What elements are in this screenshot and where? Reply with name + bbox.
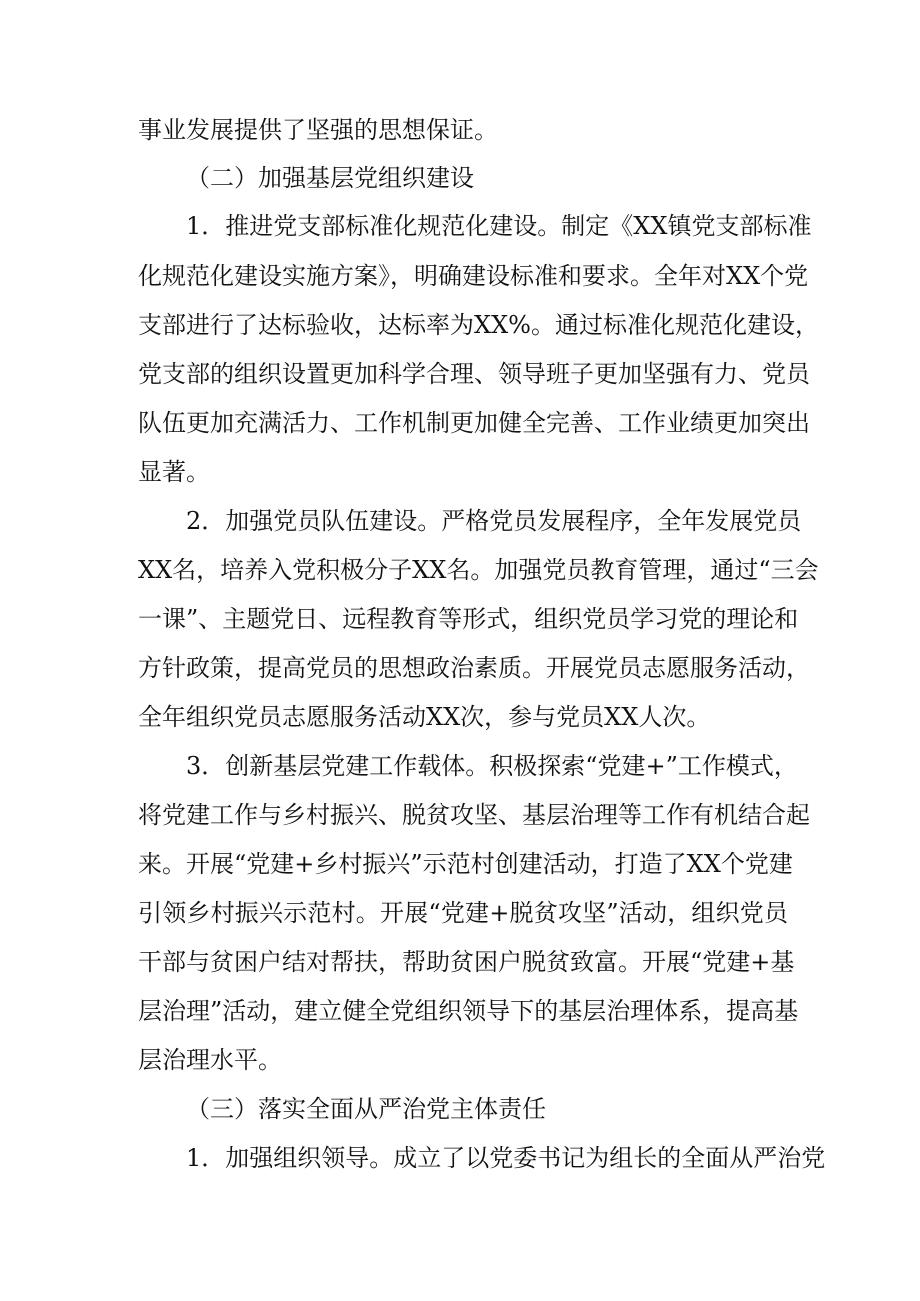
paragraph-line: 2．加强党员队伍建设。严格党员发展程序，全年发展党员 (186, 507, 802, 535)
paragraph-line: 化规范化建设实施方案》，明确建设标准和要求。全年对XX个党 (138, 262, 809, 290)
paragraph-line: 方针政策，提高党员的思想政治素质。开展党员志愿服务活动， (138, 654, 810, 682)
paragraph-line: 支部进行了达标验收，达标率为XX%。通过标准化规范化建设， (138, 311, 819, 339)
paragraph-line: 1．推进党支部标准化规范化建设。制定《XX镇党支部标准 (186, 212, 812, 240)
paragraph-line: 显著。 (138, 458, 210, 486)
paragraph-line: 1．加强组织领导。成立了以党委书记为组长的全面从严治党 (186, 1144, 826, 1172)
section-heading: （二）加强基层党组织建设 (186, 164, 474, 192)
paragraph-line: 干部与贫困户结对帮扶，帮助贫困户脱贫致富。开展“党建+基 (138, 948, 795, 976)
paragraph-line: 层治理”活动，建立健全党组织领导下的基层治理体系，提高基 (138, 997, 799, 1025)
paragraph-line: 全年组织党员志愿服务活动XX次，参与党员XX人次。 (138, 703, 711, 731)
paragraph-line: 引领乡村振兴示范村。开展“党建+脱贫攻坚”活动，组织党员 (138, 899, 788, 927)
paragraph-line: 层治理水平。 (138, 1046, 282, 1074)
paragraph-line: 一课”、主题党日、远程教育等形式，组织党员学习党的理论和 (138, 605, 799, 633)
section-heading: （三）落实全面从严治党主体责任 (186, 1095, 546, 1123)
paragraph-line: 来。开展“党建+乡村振兴”示范村创建活动，打造了XX个党建 (138, 850, 793, 878)
paragraph-line: 将党建工作与乡村振兴、脱贫攻坚、基层治理等工作有机结合起 (138, 801, 810, 829)
paragraph-line: 事业发展提供了坚强的思想保证。 (138, 116, 498, 144)
paragraph-line: XX名，培养入党积极分子XX名。加强党员教育管理，通过“三会 (138, 556, 819, 584)
paragraph-line: 3．创新基层党建工作载体。积极探索“党建+”工作模式， (186, 752, 798, 780)
paragraph-line: 党支部的组织设置更加科学合理、领导班子更加坚强有力、党员 (138, 360, 810, 388)
paragraph-line: 队伍更加充满活力、工作机制更加健全完善、工作业绩更加突出 (138, 409, 810, 437)
